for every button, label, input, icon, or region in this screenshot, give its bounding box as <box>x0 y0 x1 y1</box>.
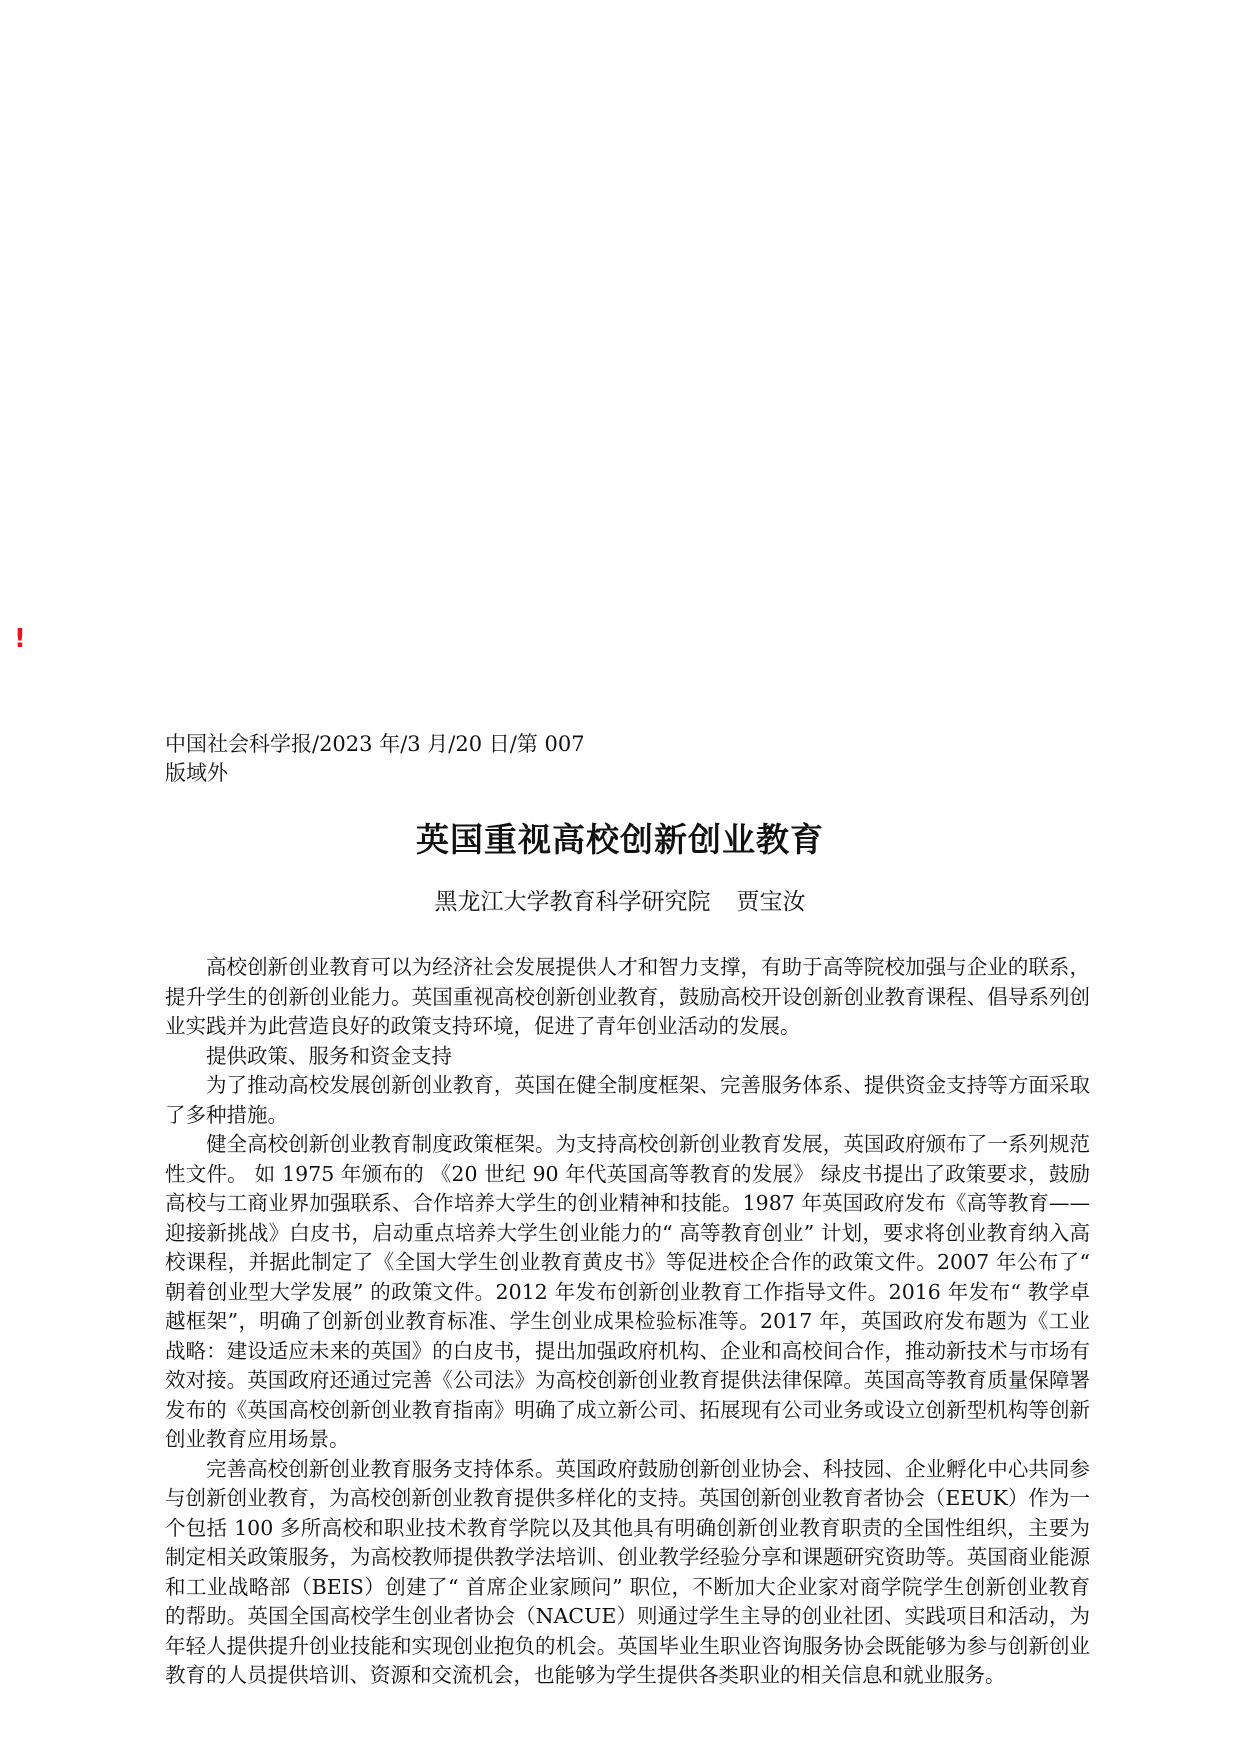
source-citation <box>165 730 1105 788</box>
paragraph-service-system: 完善高校创新创业教育服务支持体系。英国政府鼓励创新创业协会、科技园、企业孵化中心共同参与创新创业教育，为高校创新创业教育提供多样化的支持。英国创新创业教育者协会（EEUK）作为一个包括 100 多所高校和职业技术教育学院以及其他具有明确创新创业教育职责的全国性组织，主要为制定相关政策服务，为高校教师提供教学法培训、创业教学经验分享和课题研究资助等。英国商业能源和工业战略部（BEIS）创建了“ 首席企业家顾问” 职位，不断加大企业家对商学院学生创新创业教育的帮助。英国全国高校学生创业者协会（NACUE）则通过学生主导的创业社团、实践项目和活动，为年轻人提供提升创业技能和实现创业抱负的机会。英国毕业生职业咨询服务协会既能够为参与创新创业教育的人员提供培训、资源和交流机会，也能够为学生提供各类职业的相关信息和就业服务。 <box>165 1456 1090 1687</box>
author-affiliation: 黑龙江大学教育科学研究院 <box>434 889 711 915</box>
red-exclamation-marker: ! <box>14 624 26 654</box>
article-title: 英国重视高校创新创业教育 <box>416 820 824 859</box>
source-line-2: 版域外 <box>165 761 228 785</box>
source-line-1: 中国社会科学报/2023 年/3 月/20 日/第 007 <box>165 732 585 756</box>
author-name: 贾宝汝 <box>736 889 806 915</box>
paragraph-intro: 高校创新创业教育可以为经济社会发展提供人才和智力支撑，有助于高等院校加强与企业的联系，提升学生的创新创业能力。英国重视高校创新创业教育，鼓励高校开设创新创业教育课程、倡导系列创业实践并为此营造良好的政策支持环境，促进了青年创业活动的发展。 <box>165 955 1090 1038</box>
paragraph-measures: 为了推动高校发展创新创业教育，英国在健全制度框架、完善服务体系、提供资金支持等方面采取了多种措施。 <box>165 1073 1090 1127</box>
section-heading: 提供政策、服务和资金支持 <box>206 1043 452 1068</box>
byline <box>0 886 1240 918</box>
paragraph-policy-framework: 健全高校创新创业教育制度政策框架。为支持高校创新创业教育发展，英国政府颁布了一系列规范性文件。 如 1975 年颁布的 《20 世纪 90 年代英国高等教育的发展》 绿皮书提出了政策要求，鼓励高校与工商业界加强联系、合作培养大学生的创业精神和技能。1987 年英国政府发布《高等教育——迎接新挑战》白皮书，启动重点培养大学生创业能力的“ 高等教育创业” 计划，要求将创业教育纳入高校课程，并据此制定了《全国大学生创业教育黄皮书》等促进校企合作的政策文件。2007 年公布了“ 朝着创业型大学发展” 的政策文件。2012 年发布创新创业教育工作指导文件。2016 年发布“ 教学卓越框架”，明确了创新创业教育标准、学生创业成果检验标准等。2017 年，英国政府发布题为《工业战略：建设适应未来的英国》的白皮书，提出加强政府机构、企业和高校间合作，推动新技术与市场有效对接。英国政府还通过完善《公司法》为高校创新创业教育提供法律保障。英国高等教育质量保障署发布的《英国高校创新创业教育指南》明确了成立新公司、拓展现有公司业务或设立创新型机构等创新创业教育应用场景。 <box>165 1132 1090 1451</box>
article-body <box>165 953 1090 1691</box>
